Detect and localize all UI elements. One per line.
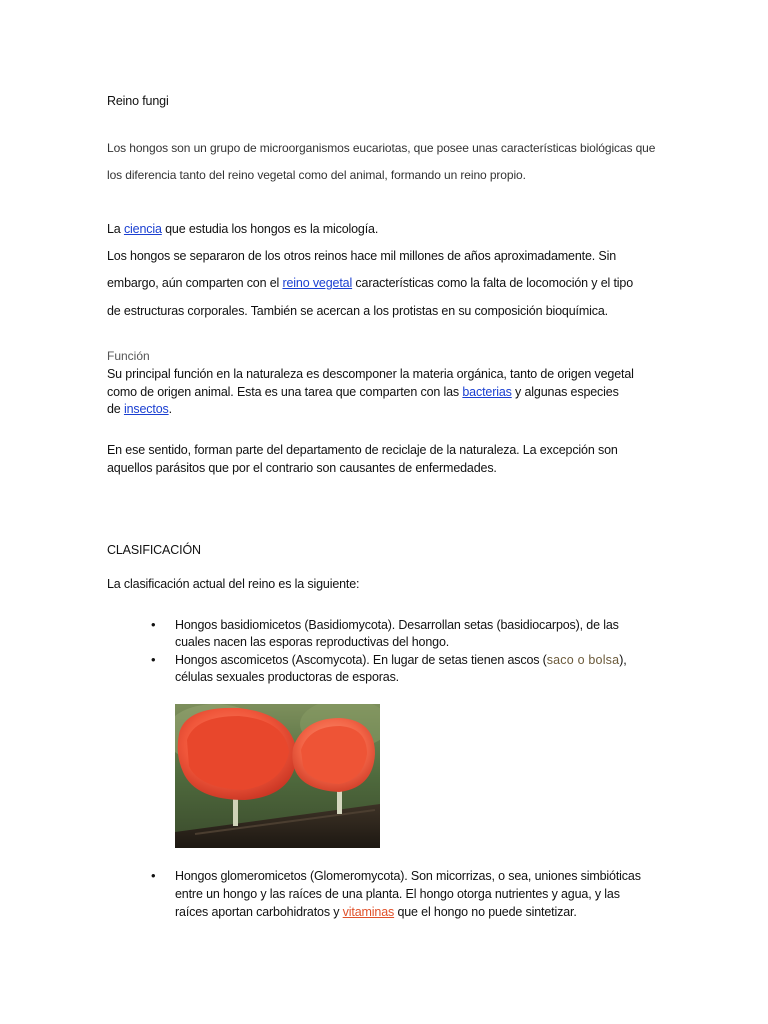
reciclaje-line-2: aquellos parásitos que por el contrario son causantes de enfermedades.: [107, 461, 497, 475]
bullet-marker: •: [151, 868, 156, 883]
funcion-line-3: [107, 402, 172, 416]
para2-text: La: [107, 222, 124, 236]
para2-text: que estudia los hongos es la micología.: [161, 222, 379, 236]
bullet1-line-2: cuales nacen las esporas reproductivas del hongo.: [175, 635, 450, 649]
funcion-line-2: [107, 385, 619, 399]
intro-line-2: los diferencia tanto del reino vegetal como del animal, formando un reino propio.: [107, 168, 526, 182]
para2-text: embargo, aún comparten con el: [107, 276, 283, 290]
reciclaje-line-1: En ese sentido, forman parte del departamento de reciclaje de la naturaleza. La excepción son: [107, 443, 618, 457]
bullet2-text: Hongos ascomicetos (Ascomycota). En lugar de setas tienen ascos (: [175, 653, 547, 667]
funcion-text: y algunas especies: [511, 385, 619, 399]
funcion-text: como de origen animal. Esta es una tarea que comparten con las: [107, 385, 463, 399]
link-insectos[interactable]: insectos: [123, 402, 169, 416]
bullet3-text: raíces aportan carbohidratos y: [175, 905, 343, 919]
link-vitaminas[interactable]: vitaminas: [342, 905, 395, 919]
funcion-text: .: [168, 402, 172, 416]
page-title: Reino fungi: [107, 94, 169, 108]
fungi-photo: [175, 704, 380, 848]
bullet2-text: ),: [619, 653, 627, 667]
bullet3-line-2: entre un hongo y las raíces de una planta. El hongo otorga nutrientes y agua, y las: [175, 887, 620, 901]
intro-line-1: Los hongos son un grupo de microorganismos eucariotas, que posee unas características biológicas que: [107, 141, 656, 155]
para2-line-1: [107, 222, 378, 236]
para2-text: características como la falta de locomoción y el tipo: [352, 276, 634, 290]
clasificacion-heading: CLASIFICACIÓN: [107, 543, 201, 557]
clasificacion-intro: La clasificación actual del reino es la siguiente:: [107, 577, 360, 591]
bullet3-line-3: [175, 905, 577, 919]
link-ciencia[interactable]: ciencia: [123, 222, 162, 236]
cup-fungi-image: [175, 704, 380, 848]
funcion-heading: Función: [107, 349, 150, 363]
bullet3-line-1: Hongos glomeromicetos (Glomeromycota). Son micorrizas, o sea, uniones simbióticas: [175, 869, 641, 883]
bullet2-line-1: [175, 653, 627, 667]
para2-line-3: [107, 276, 633, 290]
bullet-marker: •: [151, 617, 156, 632]
funcion-text: de: [107, 402, 124, 416]
link-bacterias[interactable]: bacterias: [462, 385, 512, 399]
bullet1-line-1: Hongos basidiomicetos (Basidiomycota). Desarrollan setas (basidiocarpos), de las: [175, 618, 619, 632]
para2-line-4: de estructuras corporales. También se acercan a los protistas en su composición bioquímica.: [107, 304, 608, 318]
bullet2-highlight: saco o bolsa: [546, 653, 620, 667]
link-reino-vegetal[interactable]: reino vegetal: [282, 276, 353, 290]
bullet3-text: que el hongo no puede sintetizar.: [394, 905, 577, 919]
funcion-line-1: Su principal función en la naturaleza es descomponer la materia orgánica, tanto de origen vegetal: [107, 367, 634, 381]
bullet2-line-2: células sexuales productoras de esporas.: [175, 670, 399, 684]
para2-line-2: Los hongos se separaron de los otros reinos hace mil millones de años aproximadamente. Sin: [107, 249, 617, 263]
bullet-marker: •: [151, 652, 156, 667]
